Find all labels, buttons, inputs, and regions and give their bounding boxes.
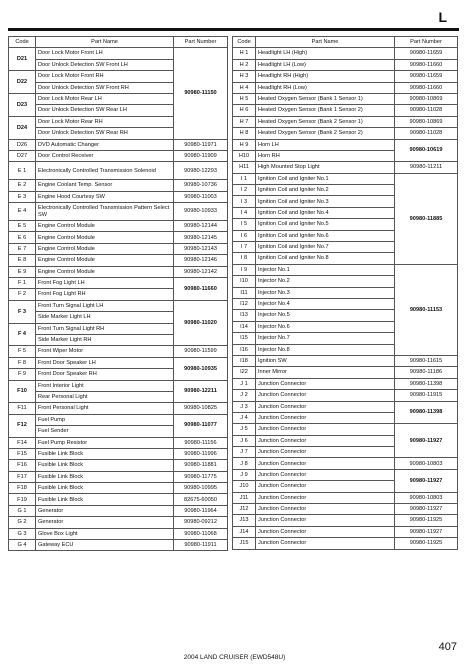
part-number-cell: 90980-10736 (174, 180, 228, 191)
code-cell: I18 (233, 355, 256, 366)
part-name-cell: Engine Control Module (36, 243, 174, 254)
table-row (9, 403, 228, 414)
code-cell: H 2 (233, 59, 256, 70)
col-part-name-header: Part Name (36, 37, 174, 48)
code-cell: J 1 (233, 378, 256, 389)
code-cell: I16 (233, 344, 256, 355)
part-name-cell: High Mounted Stop Light (256, 162, 395, 173)
part-number-cell: 90980-10869 (395, 116, 458, 127)
part-number-cell: 90980-10935 (174, 357, 228, 380)
part-number-cell: 90980-11909 (174, 150, 228, 161)
part-name-cell: Ignition Coil and Igniter No.3 (256, 196, 395, 207)
table-row (9, 483, 228, 494)
table-row (233, 469, 458, 480)
part-name-cell: Junction Connector (256, 526, 395, 537)
code-cell: J12 (233, 504, 256, 515)
part-name-cell: Ignition Coil and Igniter No.8 (256, 253, 395, 264)
table-row (9, 139, 228, 150)
code-cell: H 7 (233, 116, 256, 127)
part-number-cell: 90980-11927 (395, 424, 458, 458)
table-row (9, 180, 228, 191)
part-name-cell: Inner Mirror (256, 367, 395, 378)
table-row (9, 191, 228, 202)
part-name-cell: Engine Control Module (36, 255, 174, 266)
part-number-cell: 90980-11659 (395, 71, 458, 82)
table-row (9, 540, 228, 551)
section-letter: L (438, 9, 447, 25)
part-number-cell: 90980-11925 (395, 515, 458, 526)
part-name-cell: Door Unlock Detection SW Front RH (36, 82, 174, 93)
part-number-cell: 90980-12143 (174, 243, 228, 254)
code-cell: F 2 (9, 289, 36, 300)
part-name-cell: Ignition Coil and Igniter No.5 (256, 219, 395, 230)
part-name-cell: Fusible Link Block (36, 494, 174, 505)
part-name-cell: DVD Automatic Changer (36, 139, 174, 150)
part-name-cell: Electronically Controlled Transmission Solenoid (36, 162, 174, 180)
code-cell: J10 (233, 481, 256, 492)
table-header-row (233, 37, 458, 48)
part-name-cell: Ignition Coil and Igniter No.7 (256, 242, 395, 253)
table-row (233, 128, 458, 139)
code-cell: F 9 (9, 369, 36, 380)
part-name-cell: Junction Connector (256, 390, 395, 401)
code-cell: E 5 (9, 221, 36, 232)
part-name-cell: Ignition SW (256, 355, 395, 366)
part-number-cell: 90980-12144 (174, 221, 228, 232)
code-cell: I13 (233, 310, 256, 321)
part-name-cell: Injector No.2 (256, 276, 395, 287)
part-name-cell: Front Wiper Motor (36, 346, 174, 357)
code-cell: F18 (9, 483, 36, 494)
code-cell: F11 (9, 403, 36, 414)
table-row (233, 492, 458, 503)
part-number-cell: 90980-12293 (174, 162, 228, 180)
table-row (9, 255, 228, 266)
part-name-cell: Junction Connector (256, 378, 395, 389)
code-cell: J 6 (233, 435, 256, 446)
code-cell: I 2 (233, 185, 256, 196)
table-row (9, 221, 228, 232)
part-name-cell: Junction Connector (256, 492, 395, 503)
part-number-cell: 90980-10803 (395, 492, 458, 503)
code-cell: J 9 (233, 469, 256, 480)
code-cell: I 1 (233, 173, 256, 184)
table-row (9, 162, 228, 180)
part-name-cell: Fuel Pump (36, 414, 174, 425)
table-row (9, 414, 228, 425)
code-cell: E 2 (9, 180, 36, 191)
part-name-cell: Gateway ECU (36, 540, 174, 551)
part-name-cell: Injector No.5 (256, 310, 395, 321)
part-name-cell: Injector No.8 (256, 344, 395, 355)
part-name-cell: Heated Oxygen Sensor (Bank 2 Sensor 1) (256, 116, 395, 127)
code-cell: I 4 (233, 207, 256, 218)
table-row (233, 105, 458, 116)
code-cell: F17 (9, 471, 36, 482)
part-number-cell: 90980-12142 (174, 266, 228, 277)
part-name-cell: Front Fog Light LH (36, 278, 174, 289)
part-name-cell: Horn LH (256, 139, 395, 150)
table-row (233, 401, 458, 412)
part-name-cell: Ignition Coil and Igniter No.6 (256, 230, 395, 241)
table-row (9, 505, 228, 516)
code-cell: J11 (233, 492, 256, 503)
code-cell: F16 (9, 460, 36, 471)
part-name-cell: Door Lock Motor Rear RH (36, 116, 174, 127)
part-number-cell: 90980-11659 (395, 48, 458, 59)
part-number-cell: 90980-11911 (174, 540, 228, 551)
code-cell: I22 (233, 367, 256, 378)
part-number-cell: 90980-11156 (174, 437, 228, 448)
table-row (9, 494, 228, 505)
table-row (9, 346, 228, 357)
part-number-cell: 90980-11028 (395, 128, 458, 139)
part-name-cell: Junction Connector (256, 435, 395, 446)
code-cell: I 8 (233, 253, 256, 264)
part-name-cell: Door Unlock Detection SW Front LH (36, 59, 174, 70)
part-name-cell: Front Personal Light (36, 403, 174, 414)
code-cell: F 8 (9, 357, 36, 368)
code-cell: G 3 (9, 528, 36, 539)
code-cell: E 3 (9, 191, 36, 202)
table-row (233, 116, 458, 127)
part-number-cell: 90980-10803 (395, 458, 458, 469)
table-row (9, 300, 228, 311)
part-name-cell: Side Marker Light LH (36, 312, 174, 323)
part-name-cell: Junction Connector (256, 515, 395, 526)
part-number-cell: 90980-10825 (174, 403, 228, 414)
part-number-cell: 90980-11885 (395, 173, 458, 264)
table-row (233, 424, 458, 435)
part-name-cell: Door Unlock Detection SW Rear LH (36, 105, 174, 116)
part-number-cell: 90980-12211 (174, 380, 228, 403)
code-cell: I11 (233, 287, 256, 298)
col-part-name-header: Part Name (256, 37, 395, 48)
table-row (9, 517, 228, 528)
part-name-cell: Heated Oxygen Sensor (Bank 1 Sensor 2) (256, 105, 395, 116)
part-name-cell: Fusible Link Block (36, 471, 174, 482)
table-header-row (9, 37, 228, 48)
code-cell: H 9 (233, 139, 256, 150)
table-row (233, 162, 458, 173)
table-row (9, 203, 228, 221)
part-number-cell: 90980-11398 (395, 378, 458, 389)
table-row (9, 278, 228, 289)
table-row (9, 448, 228, 459)
code-cell: E 7 (9, 243, 36, 254)
part-name-cell: Headlight LH (High) (256, 48, 395, 59)
code-cell: I 7 (233, 242, 256, 253)
table-row (233, 71, 458, 82)
code-cell: F 5 (9, 346, 36, 357)
part-number-cell: 90980-10933 (174, 203, 228, 221)
code-cell: J 7 (233, 447, 256, 458)
table-row (233, 82, 458, 93)
table-row (9, 471, 228, 482)
code-cell: H 3 (233, 71, 256, 82)
table-row (233, 59, 458, 70)
table-row (233, 355, 458, 366)
part-number-cell: 90980-11925 (395, 538, 458, 549)
col-part-number-header: Part Number (174, 37, 228, 48)
part-name-cell: Headlight RH (Low) (256, 82, 395, 93)
part-name-cell: Fuel Sender (36, 426, 174, 437)
part-number-cell: 90980-11398 (395, 401, 458, 424)
code-cell: J 3 (233, 401, 256, 412)
part-name-cell: Ignition Coil and Igniter No.4 (256, 207, 395, 218)
part-name-cell: Fusible Link Block (36, 448, 174, 459)
parts-table-left (8, 36, 228, 551)
part-name-cell: Headlight LH (Low) (256, 59, 395, 70)
part-name-cell: Junction Connector (256, 538, 395, 549)
part-number-cell: 90980-11964 (174, 505, 228, 516)
part-name-cell: Door Lock Motor Rear LH (36, 93, 174, 104)
part-name-cell: Injector No.3 (256, 287, 395, 298)
part-name-cell: Junction Connector (256, 424, 395, 435)
part-name-cell: Junction Connector (256, 504, 395, 515)
part-name-cell: Fusible Link Block (36, 483, 174, 494)
part-number-cell: 90980-11927 (395, 504, 458, 515)
part-name-cell: Junction Connector (256, 481, 395, 492)
part-name-cell: Front Door Speaker RH (36, 369, 174, 380)
table-row (233, 173, 458, 184)
parts-table-right (232, 36, 458, 550)
part-number-cell: 90980-11615 (395, 355, 458, 366)
part-number-cell: 90980-11927 (395, 469, 458, 492)
part-number-cell: 90980-11971 (174, 139, 228, 150)
part-name-cell: Junction Connector (256, 412, 395, 423)
part-name-cell: Engine Control Module (36, 266, 174, 277)
part-number-cell: 90980-11660 (395, 82, 458, 93)
code-cell: F14 (9, 437, 36, 448)
code-cell: G 2 (9, 517, 36, 528)
part-number-cell: 90980-10995 (174, 483, 228, 494)
code-cell: H11 (233, 162, 256, 173)
part-name-cell: Engine Control Module (36, 232, 174, 243)
code-cell: E 6 (9, 232, 36, 243)
part-name-cell: Heated Oxygen Sensor (Bank 1 Sensor 1) (256, 93, 395, 104)
part-name-cell: Door Control Receiver (36, 150, 174, 161)
part-name-cell: Generator (36, 517, 174, 528)
part-number-cell: 90980-11881 (174, 460, 228, 471)
table-row (233, 515, 458, 526)
table-row (233, 538, 458, 549)
part-number-cell: 90980-11927 (395, 526, 458, 537)
part-number-cell: 82675-60050 (174, 494, 228, 505)
part-number-cell: 90980-11153 (395, 264, 458, 355)
table-row (9, 266, 228, 277)
part-number-cell: 90980-11660 (174, 278, 228, 301)
table-row (233, 264, 458, 275)
part-name-cell: Engine Hood Courtesy SW (36, 191, 174, 202)
part-name-cell: Door Lock Motor Front RH (36, 71, 174, 82)
part-name-cell: Junction Connector (256, 401, 395, 412)
code-cell: J 4 (233, 412, 256, 423)
part-number-cell: 90980-10869 (395, 93, 458, 104)
table-row (233, 504, 458, 515)
part-number-cell: 90980-11996 (174, 448, 228, 459)
code-cell: H 8 (233, 128, 256, 139)
part-number-cell: 90980-11028 (395, 105, 458, 116)
part-name-cell: Front Door Speaker LH (36, 357, 174, 368)
code-cell: D22 (9, 71, 36, 94)
part-name-cell: Electronically Controlled Transmission Pattern Select SW (36, 203, 174, 221)
table-row (9, 48, 228, 59)
table-row (9, 243, 228, 254)
code-cell: D27 (9, 150, 36, 161)
part-number-cell: 90980-11077 (174, 414, 228, 437)
col-part-number-header: Part Number (395, 37, 458, 48)
code-cell: G 4 (9, 540, 36, 551)
part-name-cell: Glove Box Light (36, 528, 174, 539)
document-title: 2004 LAND CRUISER (EWD548U) (183, 654, 286, 661)
code-cell: H10 (233, 150, 256, 161)
table-row (9, 437, 228, 448)
code-cell: F 1 (9, 278, 36, 289)
part-name-cell: Front Interior Light (36, 380, 174, 391)
code-cell: F 3 (9, 300, 36, 323)
code-cell: F 4 (9, 323, 36, 346)
part-name-cell: Door Lock Motor Front LH (36, 48, 174, 59)
table-row (233, 526, 458, 537)
table-row (233, 48, 458, 59)
part-name-cell: Fuel Pump Resistor (36, 437, 174, 448)
part-name-cell: Injector No.4 (256, 298, 395, 309)
code-cell: G 1 (9, 505, 36, 516)
part-number-cell: 90980-09212 (174, 517, 228, 528)
code-cell: H 4 (233, 82, 256, 93)
table-row (9, 460, 228, 471)
code-cell: D26 (9, 139, 36, 150)
code-cell: J 5 (233, 424, 256, 435)
code-cell: D24 (9, 116, 36, 139)
part-name-cell: Ignition Coil and Igniter No.2 (256, 185, 395, 196)
part-name-cell: Fusible Link Block (36, 460, 174, 471)
table-row (9, 380, 228, 391)
code-cell: E 8 (9, 255, 36, 266)
code-cell: J14 (233, 526, 256, 537)
table-row (9, 528, 228, 539)
code-cell: F12 (9, 414, 36, 437)
page-number: 407 (438, 641, 457, 653)
code-cell: E 4 (9, 203, 36, 221)
part-name-cell: Front Fog Light RH (36, 289, 174, 300)
part-name-cell: Generator (36, 505, 174, 516)
part-name-cell: Injector No.7 (256, 333, 395, 344)
code-cell: F15 (9, 448, 36, 459)
part-name-cell: Injector No.1 (256, 264, 395, 275)
col-code-header: Code (9, 37, 36, 48)
part-name-cell: Engine Coolant Temp. Sensor (36, 180, 174, 191)
part-number-cell: 90980-11915 (395, 390, 458, 401)
part-number-cell: 90980-11186 (395, 367, 458, 378)
part-name-cell: Door Unlock Detection SW Rear RH (36, 128, 174, 139)
code-cell: F10 (9, 380, 36, 403)
table-row (233, 139, 458, 150)
part-name-cell: Injector No.6 (256, 321, 395, 332)
code-cell: D23 (9, 93, 36, 116)
part-number-cell: 90980-11660 (395, 59, 458, 70)
col-code-header: Code (233, 37, 256, 48)
code-cell: H 1 (233, 48, 256, 59)
code-cell: J 2 (233, 390, 256, 401)
code-cell: I 9 (233, 264, 256, 275)
part-number-cell: 90980-10619 (395, 139, 458, 162)
table-row (233, 367, 458, 378)
table-row (9, 150, 228, 161)
code-cell: I12 (233, 298, 256, 309)
code-cell: D21 (9, 48, 36, 71)
header-rule (8, 28, 459, 31)
code-cell: E 9 (9, 266, 36, 277)
part-number-cell: 90980-11211 (395, 162, 458, 173)
code-cell: I 6 (233, 230, 256, 241)
code-cell: I15 (233, 333, 256, 344)
part-name-cell: Ignition Coil and Igniter No.1 (256, 173, 395, 184)
code-cell: F19 (9, 494, 36, 505)
part-number-cell: 90980-12146 (174, 255, 228, 266)
table-row (233, 458, 458, 469)
part-number-cell: 90980-11150 (174, 48, 228, 139)
part-name-cell: Front Turn Signal Light LH (36, 300, 174, 311)
table-row (9, 232, 228, 243)
part-name-cell: Junction Connector (256, 469, 395, 480)
part-name-cell: Junction Connector (256, 458, 395, 469)
part-name-cell: Horn RH (256, 150, 395, 161)
part-name-cell: Rear Personal Light (36, 391, 174, 402)
table-row (233, 378, 458, 389)
code-cell: H 5 (233, 93, 256, 104)
code-cell: I 5 (233, 219, 256, 230)
part-number-cell: 90980-11003 (174, 191, 228, 202)
part-number-cell: 90980-11775 (174, 471, 228, 482)
part-name-cell: Heated Oxygen Sensor (Bank 2 Sensor 2) (256, 128, 395, 139)
part-number-cell: 90980-11020 (174, 300, 228, 346)
code-cell: E 1 (9, 162, 36, 180)
code-cell: J 8 (233, 458, 256, 469)
part-name-cell: Engine Control Module (36, 221, 174, 232)
table-row (9, 357, 228, 368)
part-name-cell: Front Turn Signal Light RH (36, 323, 174, 334)
part-number-cell: 90980-11599 (174, 346, 228, 357)
code-cell: I 3 (233, 196, 256, 207)
code-cell: H 6 (233, 105, 256, 116)
code-cell: I10 (233, 276, 256, 287)
code-cell: J15 (233, 538, 256, 549)
table-row (233, 93, 458, 104)
part-name-cell: Junction Connector (256, 447, 395, 458)
part-name-cell: Side Marker Light RH (36, 334, 174, 345)
part-name-cell: Headlight RH (High) (256, 71, 395, 82)
part-number-cell: 90980-11068 (174, 528, 228, 539)
part-number-cell: 90980-12145 (174, 232, 228, 243)
table-row (233, 390, 458, 401)
code-cell: I14 (233, 321, 256, 332)
code-cell: J13 (233, 515, 256, 526)
